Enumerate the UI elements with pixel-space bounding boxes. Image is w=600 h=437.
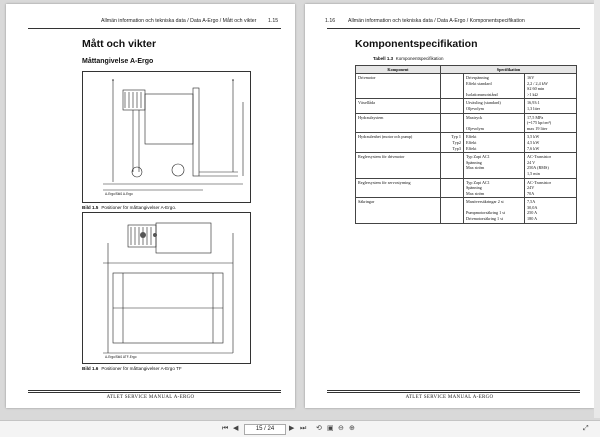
value-cell-line: AC-Transistor: [527, 154, 552, 160]
value-cell-line: (=175 kp/cm²): [527, 120, 552, 126]
value-cell: [525, 133, 577, 153]
page-number-input[interactable]: 15 / 24: [244, 424, 286, 435]
value-cell: [525, 153, 577, 178]
component-cell: [356, 99, 441, 113]
type-cell-line: [443, 106, 461, 112]
type-cell: [441, 113, 464, 133]
value-cell: [525, 74, 577, 99]
component-cell: [356, 153, 441, 178]
table-row: [356, 113, 577, 133]
fit-page-icon[interactable]: ▣: [327, 425, 334, 432]
parameter-cell: [464, 153, 525, 178]
figure-caption-1-label: Bild 1.5: [82, 205, 99, 210]
value-cell-line: 24 V: [527, 159, 536, 165]
figure-caption-2-text: Positioner för måttangivelser A-Ergo TF: [101, 366, 182, 371]
component-cell-line: Reglersystem för drivmotor: [358, 154, 405, 160]
table-caption: [373, 56, 443, 61]
type-cell: [441, 198, 464, 223]
type-cell-line: [443, 92, 461, 98]
expand-icon[interactable]: ⤢: [583, 425, 589, 432]
value-cell-line: 3,5 kW: [527, 134, 540, 140]
value-cell-line: 4,5 kW: [527, 139, 540, 145]
parameter-cell-line: Drivmotorsäkring 1 st: [466, 216, 503, 222]
dimension-drawing-a-ergo-tf: [82, 212, 251, 364]
truck-side-view-drawing: [83, 72, 250, 202]
value-cell-line: 24V: [527, 185, 535, 191]
figure-small-label: A-Ergo/Skiß A-Ergo: [105, 192, 133, 196]
last-page-icon[interactable]: ⏭: [300, 425, 307, 432]
value-cell: [525, 113, 577, 133]
parameter-cell-line: Maxtryck: [466, 114, 483, 120]
parameter-cell: [464, 198, 525, 223]
parameter-cell: [464, 74, 525, 99]
parameter-cell-line: Effekt: [466, 134, 477, 140]
figure-caption-2: [82, 366, 182, 371]
component-cell: [356, 198, 441, 223]
component-cell-line: Reglersystem för servostyrning: [358, 179, 411, 185]
parameter-cell-line: Effekt: [466, 145, 477, 151]
value-cell-line: 7,5A: [527, 199, 536, 205]
parameter-cell-line: Spänning: [466, 159, 482, 165]
table-row: [356, 178, 577, 198]
value-cell-line: 7,6 kW: [527, 145, 540, 151]
type-cell: [441, 74, 464, 99]
section-subtitle: Måttangivelse A-Ergo: [82, 58, 154, 65]
type-cell: [441, 153, 464, 178]
parameter-cell: [464, 113, 525, 133]
component-cell-line: Hydraulsystem: [358, 114, 384, 120]
figure-caption-2-label: Bild 1.6: [82, 366, 99, 371]
dimension-drawing-a-ergo: [82, 71, 251, 203]
footer-rule-thin: [28, 392, 281, 393]
parameter-cell-line: Pumpmotorsäkring 1 st: [466, 210, 506, 216]
parameter-cell-line: [466, 171, 522, 177]
left-header-number: 1.15: [268, 18, 279, 24]
header-specification: Specifikation: [441, 66, 577, 74]
type-cell: [441, 133, 464, 153]
footer-rule: [28, 390, 281, 391]
next-page-icon[interactable]: ▶: [289, 425, 295, 432]
component-cell: [356, 178, 441, 198]
header-rule: [327, 28, 580, 29]
left-header-text: Allmän information och tekniska data / Data A-Ergo / Mått och vikter: [101, 18, 257, 24]
type-cell-line: [443, 216, 461, 222]
value-cell-line: 1,3 liter: [527, 105, 541, 111]
component-cell-line: Hydraulenhet (motor och pump): [358, 134, 413, 140]
type-cell-line: Typ 1: [451, 134, 461, 140]
footer-rule-thin: [327, 392, 580, 393]
parameter-cell-line: Spänning: [466, 185, 482, 191]
type-cell-line: Typ3: [452, 145, 461, 151]
zoom-out-icon[interactable]: ⊖: [338, 425, 344, 432]
value-cell-line: 2,2 / 2,4 kW: [527, 80, 548, 86]
table-row: [356, 99, 577, 113]
type-cell-line: [443, 171, 461, 177]
parameter-cell-line: Utväxling (standard): [466, 100, 501, 106]
value-cell-line: AC-Transistor: [527, 179, 552, 185]
zoom-in-icon[interactable]: ⊕: [349, 425, 355, 432]
value-cell-line: 16V: [527, 75, 535, 80]
value-cell-line: S2 60 min: [527, 86, 545, 92]
right-page: [305, 4, 594, 408]
parameter-cell: [464, 178, 525, 198]
footer-rule: [327, 390, 580, 391]
table-row: [356, 153, 577, 178]
figure-caption-1-text: Positioner för måttangivelser A-Ergo.: [101, 205, 177, 210]
value-cell-line: max 19 liter: [527, 125, 548, 131]
table-row: [356, 198, 577, 223]
table-caption-label: Tabell 1.3: [373, 56, 394, 61]
type-cell-line: [443, 191, 461, 197]
figure-caption-1: [82, 205, 176, 210]
parameter-cell: [464, 133, 525, 153]
parameter-cell-line: Effekt: [466, 139, 477, 145]
parameter-cell-line: Typ Zapi AC1: [466, 179, 490, 185]
vertical-scrollbar[interactable]: [594, 0, 600, 418]
page-title: Komponentspecifikation: [355, 38, 478, 50]
table-header-row: [356, 66, 577, 74]
header-component: Komponent: [356, 66, 441, 74]
value-cell-line: 17,5 MPa: [527, 114, 544, 120]
component-spec-table: [355, 65, 577, 224]
value-cell-line: 70A: [527, 190, 535, 196]
value-cell-line: 250A (RMS): [527, 165, 549, 171]
type-cell: [441, 99, 464, 113]
value-cell-line: 16,93:1: [527, 100, 540, 106]
type-cell-line: [443, 126, 461, 132]
first-page-icon[interactable]: ⏮: [222, 425, 229, 432]
parameter-cell-line: Isolationsmotstånd: [466, 91, 498, 97]
value-cell: [525, 99, 577, 113]
component-cell: [356, 74, 441, 99]
type-cell-line: Typ2: [452, 139, 461, 145]
type-cell: [441, 178, 464, 198]
parameter-cell-line: Typ Zapi AC1: [466, 154, 490, 160]
right-header-text: Allmän information och tekniska data / Data A-Ergo / Komponentspecifikation: [348, 18, 525, 24]
value-cell-line: 180 A: [527, 216, 538, 222]
value-cell-line: 1,5 min: [527, 170, 540, 176]
right-footer: ATLET SERVICE MANUAL A-ERGO: [405, 395, 494, 400]
parameter-cell-line: Oljevolym: [466, 105, 484, 111]
parameter-cell-line: Drivspänning: [466, 75, 489, 80]
truck-top-view-drawing: [83, 213, 250, 363]
component-cell-line: Växellåda: [358, 100, 375, 106]
parameter-cell-line: Max ström: [466, 165, 485, 171]
value-cell-line: 30,0A: [527, 204, 538, 210]
parameter-cell-line: Oljevolym: [466, 125, 484, 131]
header-rule: [28, 28, 281, 29]
left-page: [6, 4, 295, 408]
value-cell: [525, 198, 577, 223]
left-footer: ATLET SERVICE MANUAL A-ERGO: [106, 395, 195, 400]
figure-small-label-2: A-Ergo/Skiß ATF-Ergo: [105, 355, 137, 359]
component-cell: [356, 113, 441, 133]
component-cell: [356, 133, 441, 153]
parameter-cell-line: Max ström: [466, 190, 485, 196]
right-header-number: 1.16: [325, 18, 336, 24]
value-cell-line: >1 kΩ: [527, 91, 538, 97]
previous-page-icon[interactable]: ◀: [233, 425, 239, 432]
table-row: [356, 133, 577, 153]
rotate-icon[interactable]: ⟲: [316, 425, 322, 432]
parameter-cell-line: Manöversäkringar 2 st: [466, 199, 504, 205]
value-cell: [525, 178, 577, 198]
viewer-toolbar: [0, 420, 600, 437]
page-title: Mått och vikter: [82, 38, 157, 50]
parameter-cell: [464, 99, 525, 113]
table-caption-text: Komponentspecifikation: [395, 56, 444, 61]
table-body: [356, 74, 577, 224]
component-cell-line: Drivmotor: [358, 75, 376, 80]
table-row: [356, 74, 577, 99]
value-cell-line: 250 A: [527, 210, 538, 216]
component-cell-line: Säkringar: [358, 199, 375, 205]
parameter-cell-line: Effekt standard: [466, 80, 492, 86]
